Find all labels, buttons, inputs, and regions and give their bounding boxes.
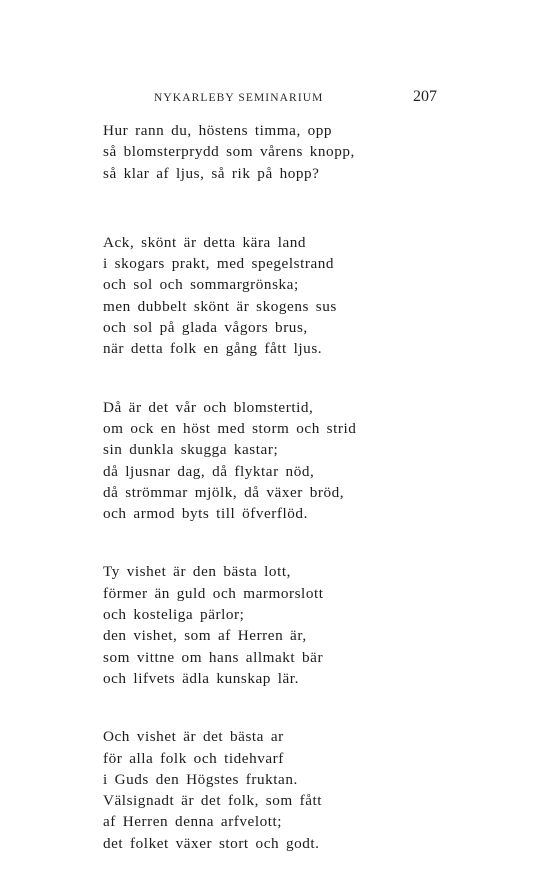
poem-line: Ack, skönt är detta kära land [103, 233, 307, 251]
stanza-5 [103, 726, 403, 854]
poem-line: Hur rann du, höstens timma, opp [103, 122, 333, 139]
stanza-2 [103, 232, 403, 360]
poem-line: Då är det vår och blomstertid, [103, 398, 314, 416]
poem-line: sin dunkla skugga kastar; [103, 441, 279, 459]
poem-line: i Guds den Högstes fruktan. [103, 770, 298, 788]
page-number: 207 [413, 88, 437, 105]
poem-line: som vittne om hans allmakt bär [103, 648, 324, 666]
poem-line: men dubbelt skönt är skogens sus [103, 297, 337, 315]
stanza-1 [103, 120, 403, 184]
poem [103, 120, 403, 891]
poem-line: Ty vishet är den bästa lott, [103, 563, 291, 581]
poem-line: af Herren denna arfvelott; [103, 813, 283, 831]
poem-line: så blomsterprydd som vårens knopp, [103, 143, 355, 161]
poem-line: när detta folk en gång fått ljus. [103, 340, 323, 358]
poem-line: då strömmar mjölk, då växer bröd, [103, 483, 345, 501]
poem-line: om ock en höst med storm och strid [103, 419, 357, 437]
poem-line: i skogars prakt, med spegelstrand [103, 255, 335, 273]
poem-line: och kosteliga pärlor; [103, 606, 245, 624]
poem-line: förmer än guld och marmorslott [103, 584, 324, 602]
poem-line: och lifvets ädla kunskap lär. [103, 669, 299, 687]
poem-line: och sol och sommargrönska; [103, 276, 299, 294]
poem-line: den vishet, som af Herren är, [103, 627, 307, 645]
running-title: NYKARLEBY SEMINARIUM [154, 92, 324, 104]
poem-line: så klar af ljus, så rik på hopp? [103, 164, 320, 182]
poem-line: då ljusnar dag, då flyktar nöd, [103, 462, 315, 480]
stanza-3 [103, 397, 403, 525]
poem-line: Välsignadt är det folk, som fått [103, 792, 323, 810]
poem-line: Och vishet är det bästa ar [103, 728, 284, 746]
poem-line: för alla folk och tidehvarf [103, 749, 284, 767]
poem-line: det folket växer stort och godt. [103, 834, 320, 852]
poem-line: och armod byts till öfverflöd. [103, 505, 308, 523]
poem-line: och sol på glada vågors brus, [103, 319, 308, 337]
stanza-4 [103, 561, 403, 689]
